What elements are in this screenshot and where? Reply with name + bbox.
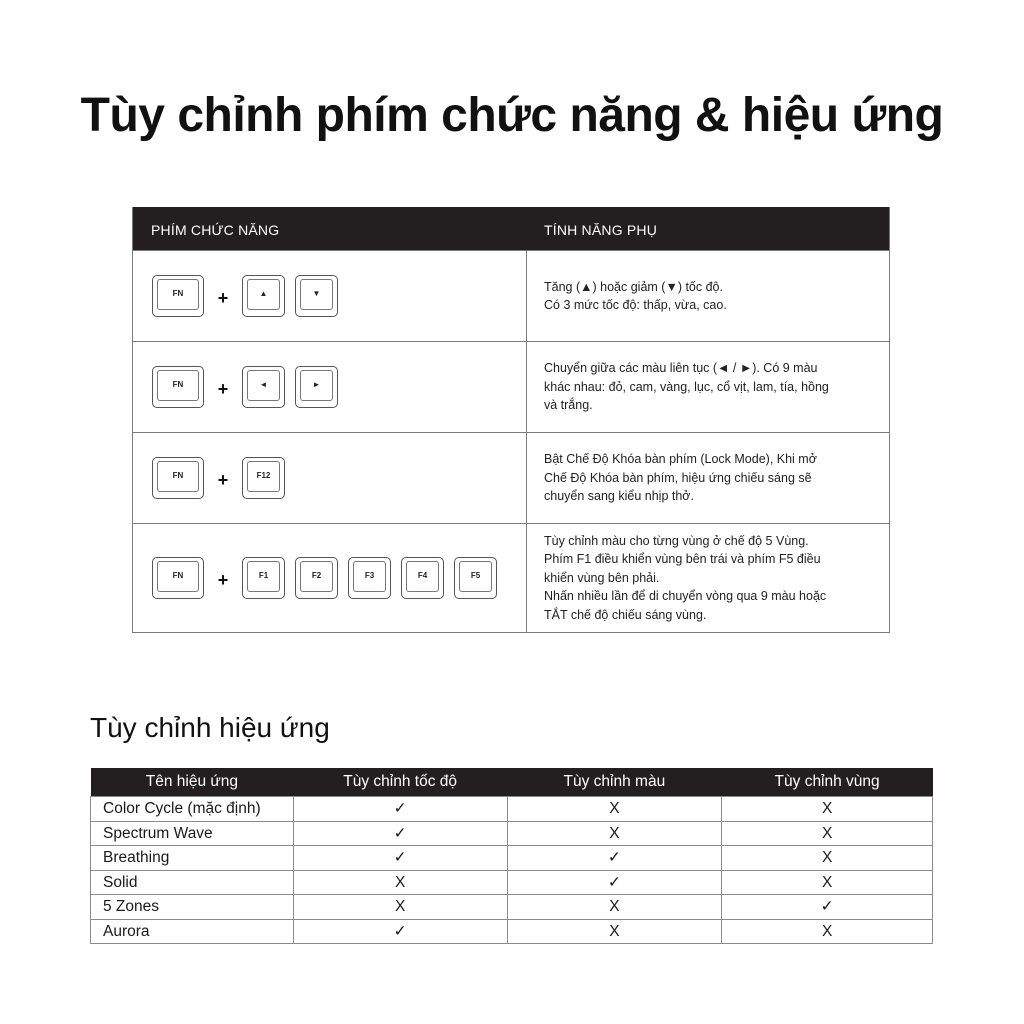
- page-title: Tùy chỉnh phím chức năng & hiệu ứng: [80, 89, 944, 142]
- fn-row-color: [133, 341, 889, 432]
- header-effect-name: Tên hiệu ứng: [91, 768, 294, 797]
- f3-key: F3: [348, 557, 391, 599]
- table-row: [91, 821, 933, 846]
- desc-line: Chế Độ Khóa bàn phím, hiệu ứng chiếu sáng sẽ: [544, 470, 812, 485]
- f12-key: F12: [242, 457, 285, 499]
- color-support: X: [507, 895, 722, 920]
- desc-line: Có 3 mức tốc độ: thấp, vừa, cao.: [544, 298, 727, 312]
- f4-key: F4: [401, 557, 444, 599]
- f1-key: F1: [242, 557, 285, 599]
- zone-support: ✓: [722, 895, 933, 920]
- color-support: X: [507, 919, 722, 944]
- fn-key: FN: [152, 275, 204, 317]
- table-row: [91, 797, 933, 822]
- key-combo: [133, 342, 527, 432]
- desc-line: Tăng (▲) hoặc giảm (▼) tốc độ.: [544, 279, 723, 294]
- f5-key: F5: [454, 557, 497, 599]
- speed-support: ✓: [293, 919, 507, 944]
- table-row: [91, 895, 933, 920]
- speed-support: X: [293, 870, 507, 895]
- arrow-left-key: ◄: [242, 366, 285, 408]
- effects-section-title: Tùy chỉnh hiệu ứng: [90, 712, 330, 743]
- desc-line: TẮT chế độ chiếu sáng vùng.: [544, 607, 707, 622]
- fn-row-speed: [133, 250, 889, 341]
- fn-key: FN: [152, 366, 204, 408]
- color-support: ✓: [507, 870, 722, 895]
- table-row: [91, 846, 933, 871]
- speed-support: ✓: [293, 846, 507, 871]
- effect-name: Spectrum Wave: [91, 821, 294, 846]
- speed-support: X: [293, 895, 507, 920]
- desc-line: Chuyển giữa các màu liên tục (◄ / ►). Có 9 màu: [544, 361, 818, 376]
- zone-support: X: [722, 797, 933, 822]
- arrow-down-key: ▼: [295, 275, 338, 317]
- effect-name: Breathing: [91, 846, 294, 871]
- effect-name: Color Cycle (mặc định): [91, 797, 294, 822]
- feature-description: [527, 342, 889, 432]
- color-support: X: [507, 797, 722, 822]
- zone-support: X: [722, 870, 933, 895]
- key-combo: [133, 524, 527, 632]
- table-row: [91, 919, 933, 944]
- fn-key: FN: [152, 457, 204, 499]
- fn-row-lock-mode: [133, 432, 889, 523]
- effects-table-header: [91, 768, 933, 797]
- desc-line: Phím F1 điều khiển vùng bên trái và phím F5 điều: [544, 552, 821, 567]
- desc-line: khác nhau: đỏ, cam, vàng, lục, cổ vịt, lam, tía, hồng: [544, 379, 829, 394]
- effects-table: [90, 768, 933, 944]
- plus-sign: +: [217, 287, 229, 308]
- key-combo: [133, 251, 527, 341]
- key-combo: [133, 433, 527, 523]
- effect-name: Solid: [91, 870, 294, 895]
- color-support: X: [507, 821, 722, 846]
- desc-line: và trắng.: [544, 398, 593, 413]
- speed-support: ✓: [293, 797, 507, 822]
- color-support: ✓: [507, 846, 722, 871]
- plus-sign: +: [217, 378, 229, 399]
- feature-description: [527, 433, 889, 523]
- zone-support: X: [722, 821, 933, 846]
- function-key-table: [132, 207, 890, 633]
- header-function-keys: PHÍM CHỨC NĂNG: [151, 222, 280, 238]
- zone-support: X: [722, 919, 933, 944]
- effect-name: 5 Zones: [91, 895, 294, 920]
- effect-name: Aurora: [91, 919, 294, 944]
- header-color-custom: Tùy chỉnh màu: [507, 768, 722, 797]
- desc-line: khiển vùng bên phải.: [544, 570, 660, 585]
- desc-line: chuyển sang kiểu nhịp thở.: [544, 489, 694, 504]
- header-secondary-features: TÍNH NĂNG PHỤ: [544, 222, 658, 238]
- feature-description: [527, 251, 889, 341]
- function-key-table-header: [133, 207, 889, 250]
- fn-key: FN: [152, 557, 204, 599]
- arrow-up-key: ▲: [242, 275, 285, 317]
- speed-support: ✓: [293, 821, 507, 846]
- desc-line: Bật Chế Độ Khóa bàn phím (Lock Mode), Khi mở: [544, 452, 817, 467]
- desc-line: Nhấn nhiều lần để di chuyển vòng qua 9 màu hoặc: [544, 589, 827, 604]
- fn-row-zones: [133, 523, 889, 632]
- feature-description: [527, 524, 889, 632]
- table-row: [91, 870, 933, 895]
- desc-line: Tùy chỉnh màu cho từng vùng ở chế độ 5 Vùng.: [544, 533, 809, 548]
- zone-support: X: [722, 846, 933, 871]
- plus-sign: +: [217, 569, 229, 590]
- f2-key: F2: [295, 557, 338, 599]
- plus-sign: +: [217, 469, 229, 490]
- header-speed-custom: Tùy chỉnh tốc độ: [293, 768, 507, 797]
- header-zone-custom: Tùy chỉnh vùng: [722, 768, 933, 797]
- arrow-right-key: ►: [295, 366, 338, 408]
